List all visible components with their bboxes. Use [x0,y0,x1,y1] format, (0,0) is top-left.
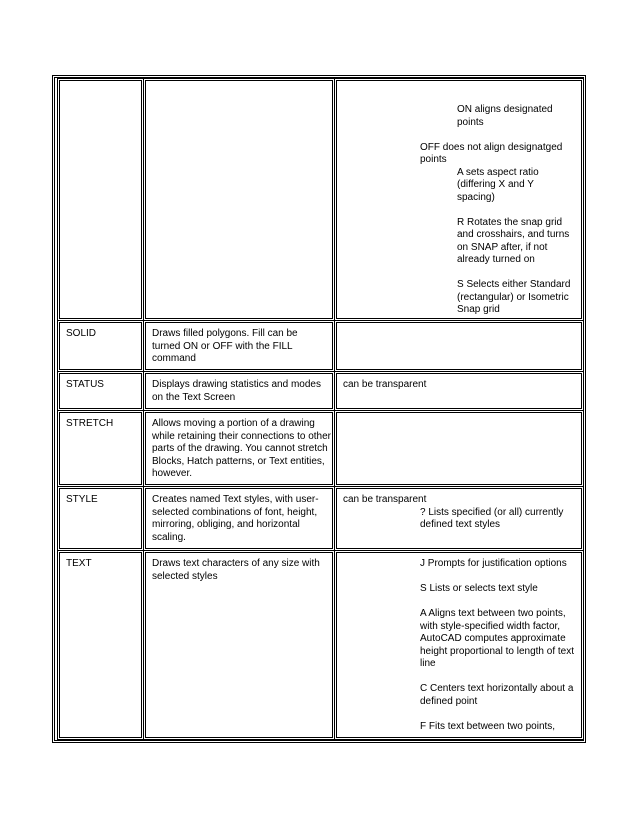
command-name: STATUS [66,379,104,390]
command-description: Draws filled polygons. Fill can be turned ON or OFF with the FILL command [152,328,298,364]
option-item: C Centers text horizontally about a defined point [420,683,574,707]
table-row [55,550,583,740]
options-cell [334,410,584,487]
description-cell [143,486,335,551]
description-cell [143,78,335,321]
option-item: R Rotates the snap grid and crosshairs, and turns on SNAP after, if not already turned on [457,216,570,265]
option-item: ? Lists specified (or all) currently defined text styles [420,506,564,530]
command-cell [57,486,144,551]
command-name: TEXT [66,558,92,569]
description-cell [143,410,335,487]
table-row [55,410,583,487]
option-item: ON aligns designated points [457,104,553,128]
command-description: Draws text characters of any size with selected styles [152,558,320,582]
command-cell [57,320,144,372]
option-item: A sets aspect ratio (differing X and Y spacing) [457,166,539,203]
options-cell [334,320,584,372]
table-row [55,320,583,372]
command-description: Allows moving a portion of a drawing while retaining their connections to other parts of the drawing. You cannot stretch Blocks, Hatch patterns, or Text entities, however. [152,418,331,479]
transparent-note: can be transparent [343,494,427,505]
description-cell [143,371,335,411]
option-item: A Aligns text between two points, with style-specified width factor, AutoCAD computes approximate height proportional to length of text line [420,608,574,669]
options-cell [334,78,584,321]
options-cell [334,550,584,740]
command-description: Creates named Text styles, with user-selected combinations of font, height, mirroring, obliging, and horizontal scaling. [152,494,319,543]
command-name: SOLID [66,328,97,339]
option-item: S Lists or selects text style [420,583,538,594]
option-item: F Fits text between two points, [420,720,556,732]
command-table [52,75,586,743]
options-cell [334,371,584,411]
table-row [55,78,583,321]
options-cell [334,486,584,551]
command-cell [57,410,144,487]
description-cell [143,550,335,740]
table-row [55,486,583,551]
command-cell [57,550,144,740]
command-cell [57,78,144,321]
option-item: OFF does not align designatged points [420,141,563,165]
command-cell [57,371,144,411]
option-item: J Prompts for justification options [420,558,567,569]
description-cell [143,320,335,372]
transparent-note: can be transparent [343,379,427,390]
table-row [55,371,583,411]
command-description: Displays drawing statistics and modes on the Text Screen [152,379,321,403]
command-name: STYLE [66,494,98,505]
command-name: STRETCH [66,418,114,429]
option-item: S Selects either Standard (rectangular) or Isometric Snap grid [457,279,571,315]
